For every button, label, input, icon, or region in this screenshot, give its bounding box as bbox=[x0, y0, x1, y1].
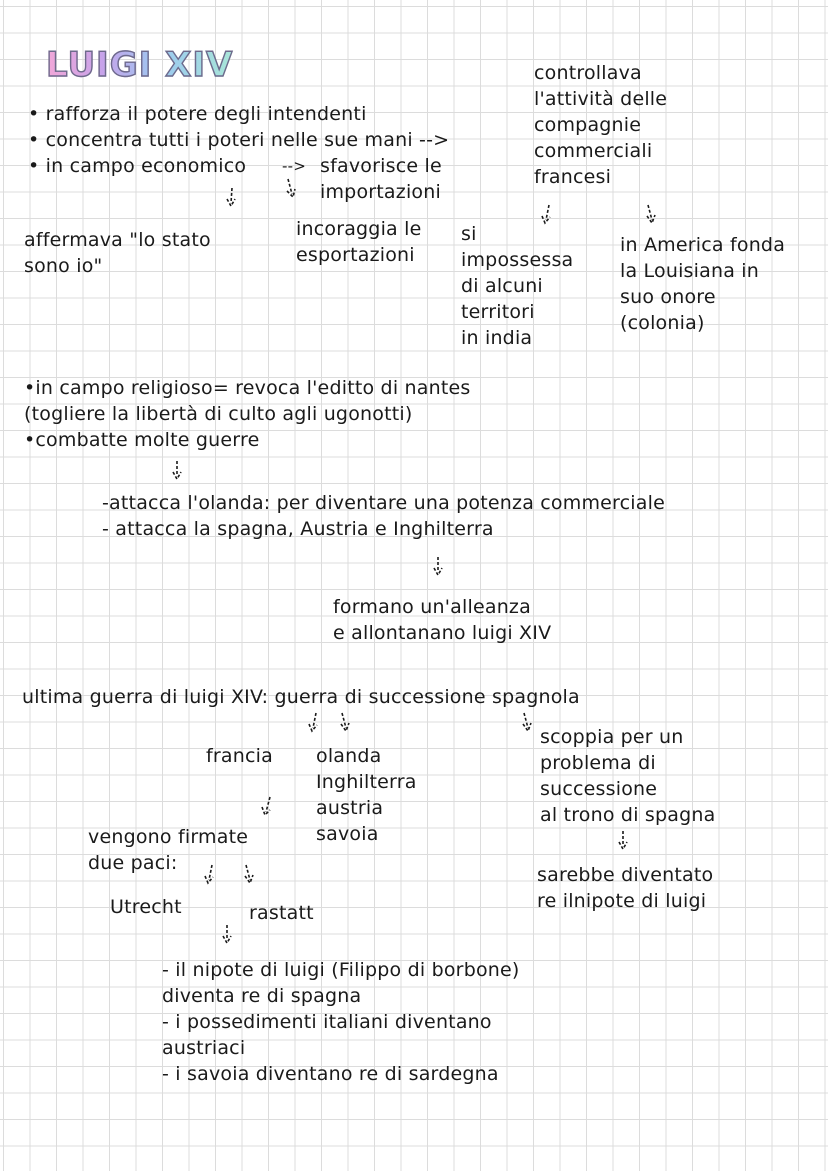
arrow-down-francia bbox=[308, 712, 318, 734]
scoppia-successione: scoppia per un problema di successione al trono di spagna bbox=[540, 726, 716, 826]
controllava-compagnie: controllava l'attività delle compagnie commerciali francesi bbox=[534, 62, 668, 188]
vengono-firmate-paci: vengono firmate due paci: bbox=[88, 826, 249, 874]
page-title: LUIGI XIV bbox=[46, 42, 233, 88]
francia: francia bbox=[206, 745, 273, 767]
incoraggia-esportazioni: incoraggia le esportazioni bbox=[296, 218, 422, 266]
rastatt: rastatt bbox=[249, 902, 314, 924]
attacca-olanda-spagna: -attacca l'olanda: per diventare una potenza commerciale - attacca la spagna, Austria e Inghilterra bbox=[102, 492, 665, 540]
arrow-down-utrecht bbox=[204, 864, 214, 886]
arrow-down-america bbox=[646, 204, 656, 226]
utrecht: Utrecht bbox=[110, 896, 182, 918]
arrow-down-coalizione bbox=[340, 712, 350, 734]
esiti-pace: - il nipote di luigi (Filippo di borbone) diventa re di spagna - i possedimenti italiani diventano austriaci - i savoia diventano re di sardegna bbox=[162, 959, 520, 1085]
si-impossessa-india: si impossessa di alcuni territori in india bbox=[461, 223, 574, 349]
formano-alleanza: formano un'alleanza e allontanano luigi XIV bbox=[333, 596, 552, 644]
bullet-poteri: • concentra tutti i poteri nelle sue mani --> bbox=[28, 129, 450, 151]
sarebbe-diventato: sarebbe diventato re ilnipote di luigi bbox=[537, 864, 714, 912]
ultima-guerra: ultima guerra di luigi XIV: guerra di successione spagnola bbox=[22, 686, 580, 708]
arrow-down-esiti bbox=[222, 924, 232, 946]
economico-arrow: --> bbox=[282, 157, 306, 175]
arrow-down-rastatt bbox=[244, 864, 254, 886]
arrow-down-alleanza bbox=[433, 556, 443, 578]
america-louisiana: in America fonda la Louisiana in suo onore (colonia) bbox=[620, 234, 786, 334]
sfavorisce-importazioni: sfavorisce le importazioni bbox=[320, 155, 442, 203]
arrow-down-scoppia bbox=[522, 712, 532, 734]
arrow-down-affermava bbox=[226, 187, 236, 209]
arrow-down-sarebbe bbox=[618, 830, 628, 852]
arrow-down-attacca bbox=[172, 460, 182, 482]
arrow-down-incoraggia bbox=[286, 178, 296, 200]
campo-religioso: •in campo religioso= revoca l'editto di nantes (togliere la libertà di culto agli ugonotti) •combatte molte guerre bbox=[24, 377, 471, 451]
bullet-economico: • in campo economico bbox=[28, 155, 247, 177]
coalizione-olanda-inghilterra-austria-savoia: olanda Inghilterra austria savoia bbox=[316, 745, 417, 845]
bullet-intendenti: • rafforza il potere degli intendenti bbox=[28, 103, 367, 125]
affermava-lo-stato: affermava "lo stato sono io" bbox=[24, 229, 211, 277]
arrow-down-paci bbox=[261, 796, 271, 818]
